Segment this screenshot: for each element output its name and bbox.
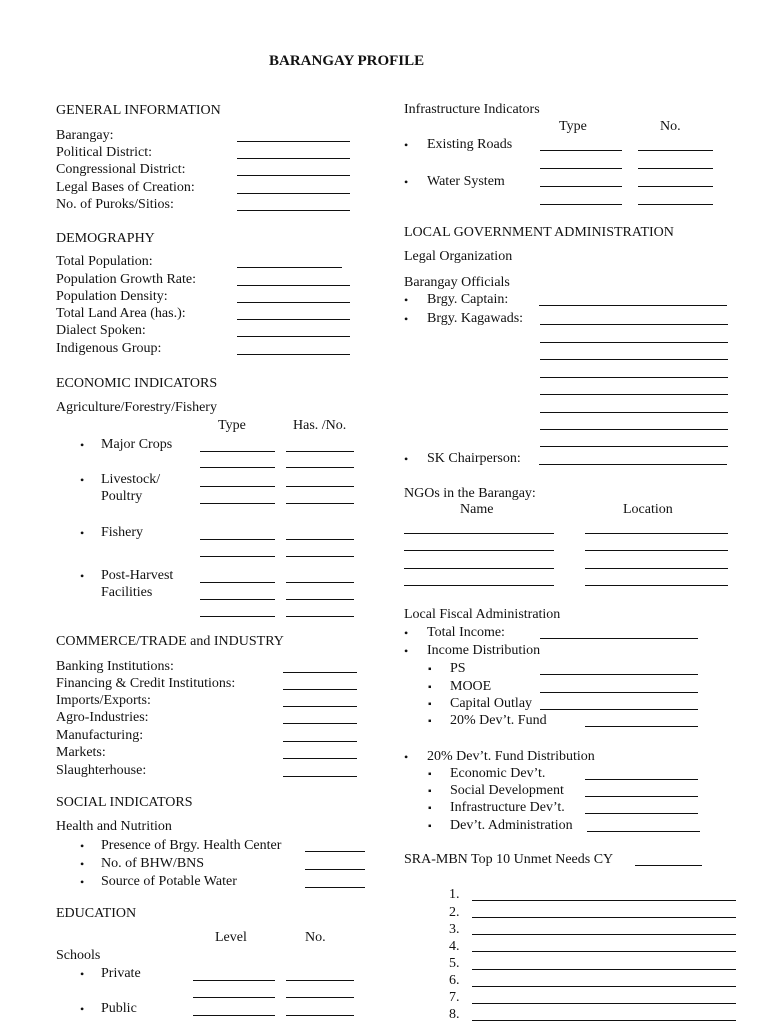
bhw-bns-label: No. of BHW/BNS	[101, 856, 205, 871]
public-no-field[interactable]	[286, 1015, 354, 1016]
water-system-label: Water System	[427, 174, 505, 189]
congressional-district-field[interactable]	[237, 175, 350, 176]
capital-outlay-field[interactable]	[540, 709, 698, 710]
social-development-label: Social Development	[450, 783, 564, 798]
fishery-type-field[interactable]	[200, 539, 275, 540]
square-bullet: ▪	[428, 716, 432, 727]
need-number: 4.	[449, 939, 460, 954]
bullet: •	[80, 967, 85, 981]
banking-field[interactable]	[283, 672, 357, 673]
square-bullet: ▪	[428, 664, 432, 675]
potable-water-label: Source of Potable Water	[101, 874, 237, 889]
sk-chairperson-field[interactable]	[539, 464, 727, 465]
health-center-label: Presence of Brgy. Health Center	[101, 838, 282, 853]
population-growth-field[interactable]	[237, 285, 350, 286]
puroks-sitios-label: No. of Puroks/Sitios:	[56, 197, 174, 212]
total-land-area-label: Total Land Area (has.):	[56, 306, 186, 321]
bullet: •	[404, 750, 409, 764]
kagawad-field[interactable]	[540, 394, 728, 395]
major-crops-has-field[interactable]	[286, 467, 354, 468]
bullet: •	[404, 626, 409, 640]
puroks-sitios-field[interactable]	[237, 210, 350, 211]
markets-label: Markets:	[56, 745, 106, 760]
lga-heading: LOCAL GOVERNMENT ADMINISTRATION	[404, 225, 674, 240]
legal-bases-field[interactable]	[237, 193, 350, 194]
livestock-type-field[interactable]	[200, 503, 275, 504]
kagawads-label: Brgy. Kagawads:	[427, 311, 524, 326]
major-crops-label: Major Crops	[101, 437, 173, 452]
square-bullet: ▪	[428, 821, 432, 832]
water-no-field[interactable]	[638, 186, 713, 187]
sk-chairperson-label: SK Chairperson:	[427, 451, 521, 466]
sra-cy-field[interactable]	[635, 865, 702, 866]
fund-distribution-label: 20% Dev’t. Fund Distribution	[427, 749, 595, 764]
ngo-location-field[interactable]	[585, 550, 728, 551]
congressional-district-label: Congressional District:	[56, 162, 186, 177]
ps-label: PS	[450, 661, 466, 676]
unmet-need-field[interactable]	[472, 1020, 736, 1021]
economic-dev-label: Economic Dev’t.	[450, 766, 546, 781]
private-no-field[interactable]	[286, 997, 354, 998]
infrastructure-dev-label: Infrastructure Dev’t.	[450, 800, 565, 815]
population-density-label: Population Density:	[56, 289, 168, 304]
bullet: •	[80, 839, 85, 853]
dev-fund-field[interactable]	[585, 726, 698, 727]
water-type-field[interactable]	[540, 204, 622, 205]
ngo-heading: NGOs in the Barangay:	[404, 486, 536, 501]
health-nutrition-subheading: Health and Nutrition	[56, 819, 172, 834]
mooe-field[interactable]	[540, 692, 698, 693]
indigenous-group-label: Indigenous Group:	[56, 341, 162, 356]
economic-indicators-heading: ECONOMIC INDICATORS	[56, 376, 218, 391]
mooe-label: MOOE	[450, 679, 492, 694]
unmet-need-field[interactable]	[472, 900, 736, 901]
private-no-field[interactable]	[286, 980, 354, 981]
infrastructure-heading: Infrastructure Indicators	[404, 102, 540, 117]
ps-field[interactable]	[540, 674, 698, 675]
unmet-need-field[interactable]	[472, 934, 736, 935]
livestock-has-field[interactable]	[286, 503, 354, 504]
ngo-location-field[interactable]	[585, 568, 728, 569]
commerce-heading: COMMERCE/TRADE and INDUSTRY	[56, 634, 284, 649]
schools-subheading: Schools	[56, 948, 101, 963]
livestock-type-field[interactable]	[200, 486, 275, 487]
need-number: 8.	[449, 1007, 460, 1022]
political-district-label: Political District:	[56, 145, 153, 160]
kagawad-field[interactable]	[540, 412, 728, 413]
captain-field[interactable]	[539, 305, 727, 306]
post-harvest-has-field[interactable]	[286, 616, 354, 617]
roads-no-field[interactable]	[638, 168, 713, 169]
major-crops-type-field[interactable]	[200, 467, 275, 468]
legal-bases-label: Legal Bases of Creation:	[56, 180, 195, 195]
sra-mbn-heading: SRA-MBN Top 10 Unmet Needs CY	[404, 852, 614, 867]
econ-has-no-header: Has. /No.	[293, 418, 347, 433]
water-no-field[interactable]	[638, 204, 713, 205]
square-bullet: ▪	[428, 699, 432, 710]
dev-administration-field[interactable]	[587, 831, 700, 832]
post-harvest-type-field[interactable]	[200, 599, 275, 600]
total-population-field[interactable]	[237, 267, 342, 268]
dialect-spoken-field[interactable]	[237, 336, 350, 337]
econ-type-header: Type	[218, 418, 246, 433]
kagawad-field[interactable]	[540, 324, 728, 325]
population-growth-label: Population Growth Rate:	[56, 272, 196, 287]
infra-no-header: No.	[660, 119, 681, 134]
poultry-label: Poultry	[101, 489, 143, 504]
ngo-location-field[interactable]	[585, 533, 728, 534]
dev-fund-label: 20% Dev’t. Fund	[450, 713, 547, 728]
major-crops-type-field[interactable]	[200, 451, 275, 452]
social-indicators-heading: SOCIAL INDICATORS	[56, 795, 193, 810]
need-number: 1.	[449, 887, 460, 902]
ngo-name-field[interactable]	[404, 533, 554, 534]
agriculture-subheading: Agriculture/Forestry/Fishery	[56, 400, 217, 415]
captain-label: Brgy. Captain:	[427, 292, 509, 307]
markets-field[interactable]	[283, 758, 357, 759]
existing-roads-label: Existing Roads	[427, 137, 513, 152]
private-level-field[interactable]	[193, 980, 275, 981]
dev-administration-label: Dev’t. Administration	[450, 818, 573, 833]
manufacturing-field[interactable]	[283, 741, 357, 742]
bullet: •	[404, 293, 409, 307]
fishery-type-field[interactable]	[200, 556, 275, 557]
page-title: BARANGAY PROFILE	[269, 53, 425, 69]
bhw-bns-field[interactable]	[305, 869, 365, 870]
total-income-label: Total Income:	[427, 625, 505, 640]
bullet: •	[404, 175, 409, 189]
ngo-location-field[interactable]	[585, 585, 728, 586]
bullet: •	[404, 138, 409, 152]
kagawad-field[interactable]	[540, 359, 728, 360]
political-district-field[interactable]	[237, 158, 350, 159]
education-heading: EDUCATION	[56, 906, 137, 921]
fishery-label: Fishery	[101, 525, 143, 540]
post-harvest-type-field[interactable]	[200, 616, 275, 617]
capital-outlay-label: Capital Outlay	[450, 696, 533, 711]
kagawad-field[interactable]	[540, 429, 728, 430]
post-harvest-has-field[interactable]	[286, 599, 354, 600]
ngo-location-header: Location	[623, 502, 673, 517]
population-density-field[interactable]	[237, 302, 350, 303]
social-development-field[interactable]	[585, 796, 698, 797]
facilities-label: Facilities	[101, 585, 153, 600]
financing-label: Financing & Credit Institutions:	[56, 676, 236, 691]
roads-type-field[interactable]	[540, 168, 622, 169]
infrastructure-dev-field[interactable]	[585, 813, 698, 814]
private-level-field[interactable]	[193, 997, 275, 998]
slaughterhouse-label: Slaughterhouse:	[56, 763, 147, 778]
bullet: •	[80, 473, 85, 487]
health-center-field[interactable]	[305, 851, 365, 852]
income-distribution-label: Income Distribution	[427, 643, 541, 658]
square-bullet: ▪	[428, 769, 432, 780]
water-type-field[interactable]	[540, 186, 622, 187]
unmet-need-field[interactable]	[472, 986, 736, 987]
private-school-label: Private	[101, 966, 141, 981]
unmet-need-field[interactable]	[472, 917, 736, 918]
barangay-label: Barangay:	[56, 128, 114, 143]
unmet-need-field[interactable]	[472, 969, 736, 970]
bullet: •	[80, 569, 85, 583]
barangay-field[interactable]	[237, 141, 350, 142]
barangay-officials-label: Barangay Officials	[404, 275, 510, 290]
economic-dev-field[interactable]	[585, 779, 698, 780]
demography-heading: DEMOGRAPHY	[56, 231, 155, 246]
potable-water-field[interactable]	[305, 887, 365, 888]
unmet-need-field[interactable]	[472, 951, 736, 952]
need-number: 6.	[449, 973, 460, 988]
post-harvest-type-field[interactable]	[200, 582, 275, 583]
manufacturing-label: Manufacturing:	[56, 728, 144, 743]
bullet: •	[80, 875, 85, 889]
total-population-label: Total Population:	[56, 254, 153, 269]
need-number: 7.	[449, 990, 460, 1005]
kagawad-field[interactable]	[540, 446, 728, 447]
livestock-label: Livestock/	[101, 472, 161, 487]
bullet: •	[404, 312, 409, 326]
dialect-spoken-label: Dialect Spoken:	[56, 323, 146, 338]
livestock-has-field[interactable]	[286, 486, 354, 487]
agro-industries-label: Agro-Industries:	[56, 710, 149, 725]
ngo-name-field[interactable]	[404, 585, 554, 586]
roads-no-field[interactable]	[638, 150, 713, 151]
general-information-heading: GENERAL INFORMATION	[56, 103, 221, 118]
public-school-label: Public	[101, 1001, 137, 1016]
unmet-need-field[interactable]	[472, 1003, 736, 1004]
education-no-header: No.	[305, 930, 326, 945]
square-bullet: ▪	[428, 682, 432, 693]
bullet: •	[80, 438, 85, 452]
total-land-area-field[interactable]	[237, 319, 350, 320]
ngo-name-header: Name	[460, 502, 494, 517]
bullet: •	[404, 644, 409, 658]
education-level-header: Level	[215, 930, 247, 945]
financing-field[interactable]	[283, 689, 357, 690]
need-number: 3.	[449, 922, 460, 937]
square-bullet: ▪	[428, 803, 432, 814]
imports-exports-field[interactable]	[283, 706, 357, 707]
bullet: •	[80, 526, 85, 540]
roads-type-field[interactable]	[540, 150, 622, 151]
ngo-name-field[interactable]	[404, 568, 554, 569]
bullet: •	[80, 1002, 85, 1016]
fiscal-heading: Local Fiscal Administration	[404, 607, 561, 622]
legal-organization-label: Legal Organization	[404, 249, 513, 264]
banking-label: Banking Institutions:	[56, 659, 174, 674]
infra-type-header: Type	[559, 119, 587, 134]
ngo-name-field[interactable]	[404, 550, 554, 551]
bullet: •	[80, 857, 85, 871]
post-harvest-label: Post-Harvest	[101, 568, 174, 583]
post-harvest-has-field[interactable]	[286, 582, 354, 583]
total-income-field[interactable]	[540, 638, 698, 639]
bullet: •	[404, 452, 409, 466]
fishery-has-field[interactable]	[286, 539, 354, 540]
agro-industries-field[interactable]	[283, 723, 357, 724]
square-bullet: ▪	[428, 786, 432, 797]
kagawad-field[interactable]	[540, 377, 728, 378]
major-crops-has-field[interactable]	[286, 451, 354, 452]
indigenous-group-field[interactable]	[237, 354, 350, 355]
public-level-field[interactable]	[193, 1015, 275, 1016]
imports-exports-label: Imports/Exports:	[56, 693, 151, 708]
need-number: 5.	[449, 956, 460, 971]
need-number: 2.	[449, 905, 460, 920]
fishery-has-field[interactable]	[286, 556, 354, 557]
kagawad-field[interactable]	[540, 342, 728, 343]
slaughterhouse-field[interactable]	[283, 776, 357, 777]
